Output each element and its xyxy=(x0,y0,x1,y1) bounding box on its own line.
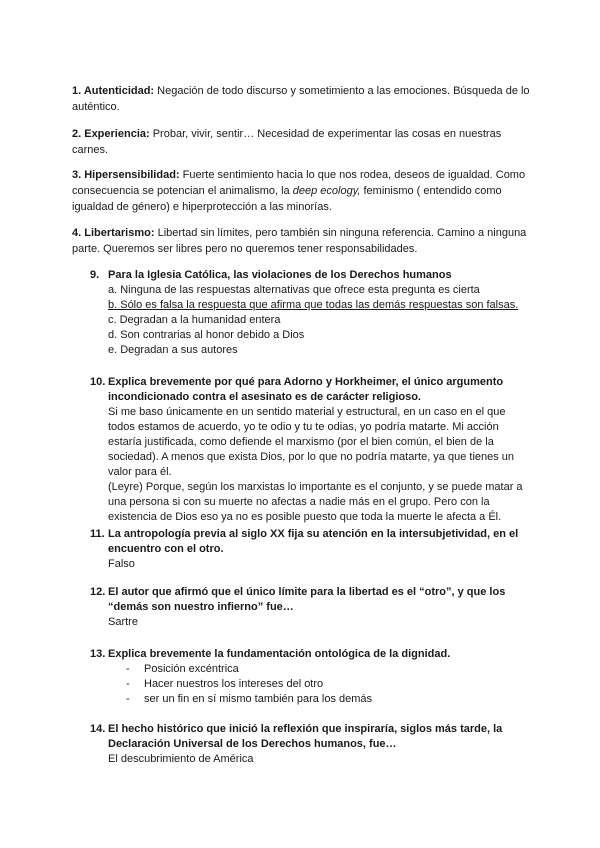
item-libertarismo xyxy=(72,225,530,257)
list-item-text: Posición excéntrica xyxy=(144,663,239,675)
question-12 xyxy=(90,585,530,630)
desc-libertarismo: Libertad sin límites, pero también sin ninguna referencia. Camino a ninguna parte. Queremos ser libres pero no queremos tener responsabilidades. xyxy=(72,227,527,255)
question-13-title: Explica brevemente la fundamentación ontológica de la dignidad. xyxy=(108,648,451,660)
term-libertarismo: 4. Libertarismo: xyxy=(72,227,155,239)
term-hipersensibilidad: 3. Hipersensibilidad: xyxy=(72,169,180,181)
question-10-answer-2: (Leyre) Porque, según los marxistas lo importante es el conjunto, y se puede matar a una persona si con su muerte no afectas a nadie más en el grupo. Pero con la existencia de Dios eso ya no es posible puesto que toda la muerte le afecta a Él. xyxy=(108,481,523,523)
question-12-number: 12. xyxy=(90,586,106,598)
question-14 xyxy=(90,722,530,767)
question-14-title: El hecho histórico que inició la reflexión que inspiraría, siglos más tarde, la Declaración Universal de los Derechos humanos, fue… xyxy=(108,723,503,750)
list-item xyxy=(126,677,530,692)
item-experiencia xyxy=(72,126,530,158)
option-e: e. Degradan a sus autores xyxy=(108,344,238,356)
option-b: b. Sólo es falsa la respuesta que afirma que todas las demás respuestas son falsas. xyxy=(108,299,519,311)
question-10-number: 10. xyxy=(90,376,106,388)
question-11-number: 11. xyxy=(90,528,105,540)
question-13-number: 13. xyxy=(90,648,106,660)
desc-experiencia: Probar, vivir, sentir… Necesidad de experimentar las cosas en nuestras carnes. xyxy=(72,128,502,156)
question-9-title: Para la Iglesia Católica, las violaciones de los Derechos humanos xyxy=(108,269,452,281)
question-11 xyxy=(90,527,530,572)
desc-hipersensibilidad-b: feminismo ( entendido como igualdad de género) e hiperprotección a las minorías. xyxy=(72,185,502,213)
dash-bullet: - xyxy=(126,693,130,705)
option-c: c. Degradan a la humanidad entera xyxy=(108,314,281,326)
desc-hipersensibilidad-italic: deep ecology, xyxy=(292,185,361,197)
dash-bullet: - xyxy=(126,663,130,675)
question-9-number: 9. xyxy=(90,269,100,281)
option-a: a. Ninguna de las respuestas alternativas que ofrece esta pregunta es cierta xyxy=(108,284,480,296)
list-item-text: Hacer nuestros los intereses del otro xyxy=(144,678,324,690)
question-12-answer: Sartre xyxy=(108,616,138,628)
item-autenticidad xyxy=(72,83,530,115)
desc-hipersensibilidad-a: Fuerte sentimiento hacia lo que nos rodea, deseos de igualdad. Como consecuencia se potencian el animalismo, la xyxy=(72,169,526,197)
term-autenticidad: 1. Autenticidad: xyxy=(72,85,155,97)
list-item-text: ser un fin en sí mismo también para los demás xyxy=(144,693,373,705)
question-10-answer-1: Si me baso únicamente en un sentido material y estructural, en un caso en el que todos estamos de acuerdo, yo te odio y tu te odias, yo podría matarte. Mi acción estaría justificada, como defiende el marxismo (por el bien común, el bien de la sociedad). A menos que exista Dios, por lo que no podría matarte, ya que tienes un valor para él. xyxy=(108,406,515,478)
item-hipersensibilidad xyxy=(72,167,530,215)
desc-autenticidad: Negación de todo discurso y sometimiento a las emociones. Búsqueda de lo auténtico. xyxy=(72,85,530,113)
question-10-title: Explica brevemente por qué para Adorno y Horkheimer, el único argumento incondicionado contra el asesinato es de carácter religioso. xyxy=(108,376,504,403)
question-12-title: El autor que afirmó que el único límite para la libertad es el “otro”, y que los “demás son nuestro infierno” fue… xyxy=(108,586,506,613)
list-item xyxy=(126,692,530,707)
question-14-answer: El descubrimiento de América xyxy=(108,753,254,765)
term-experiencia: 2. Experiencia: xyxy=(72,128,150,140)
question-14-number: 14. xyxy=(90,723,106,735)
question-9 xyxy=(90,268,530,358)
question-11-answer: Falso xyxy=(108,558,135,570)
question-11-title: La antropología previa al siglo XX fija su atención en la intersubjetividad, en el encuentro con el otro. xyxy=(108,528,519,555)
dash-bullet: - xyxy=(126,678,130,690)
question-13 xyxy=(90,647,530,707)
option-d: d. Son contrarias al honor debido a Dios xyxy=(108,329,305,341)
question-10 xyxy=(90,375,530,525)
list-item xyxy=(126,662,530,677)
